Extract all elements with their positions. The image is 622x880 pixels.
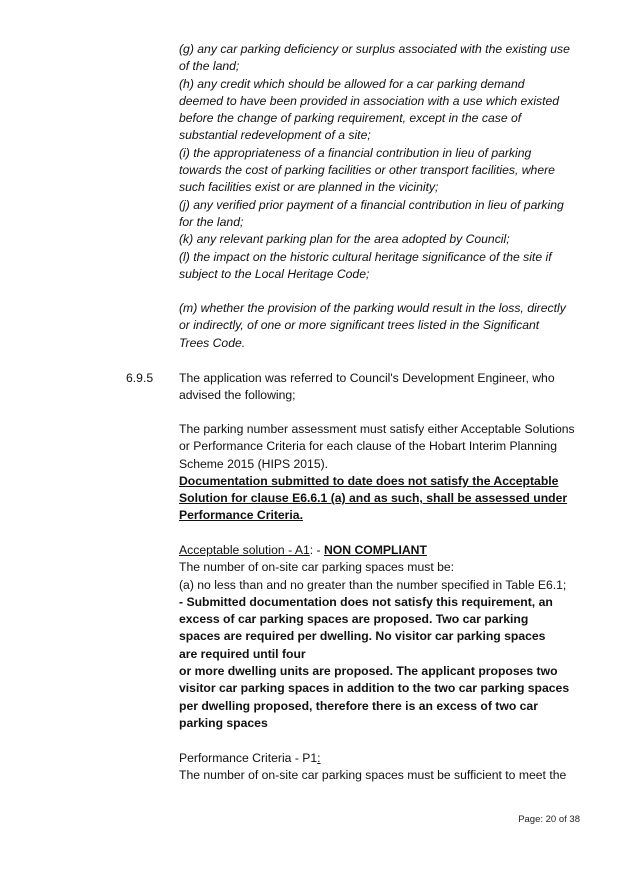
body-line: or Performance Criteria for each clause of the Hobart Interim Planning <box>179 439 557 454</box>
heading-suffix: : <box>317 751 321 765</box>
bold-line: - Submitted documentation does not satisfy this requirement, an <box>179 594 553 609</box>
criteria-line: (j) any verified prior payment of a financial contribution in lieu of parking <box>179 197 564 212</box>
performance-heading-row <box>179 750 599 767</box>
assessment-paragraph <box>179 421 599 525</box>
section-intro <box>179 370 599 405</box>
criteria-line: (h) any credit which should be allowed for a car parking demand <box>179 76 525 91</box>
compliance-status: NON COMPLIANT <box>323 543 427 557</box>
section-number: 6.9.5 <box>126 371 154 385</box>
bold-line: are required until four <box>179 646 306 661</box>
bold-underline-line: Solution for clause E6.6.1 (a) and as such, shall be assessed under <box>179 491 568 506</box>
body-line: The application was referred to Council's Development Engineer, who <box>179 371 555 385</box>
criteria-line: (i) the appropriateness of a financial contribution in lieu of parking <box>179 145 532 160</box>
bold-underline-line: Documentation submitted to date does not satisfy the Acceptable <box>179 473 559 488</box>
bold-line: parking spaces <box>179 715 268 730</box>
criteria-line: subject to the Local Heritage Code; <box>179 266 370 281</box>
acceptable-solution-section <box>179 542 599 732</box>
criteria-line: (l) the impact on the historic cultural heritage significance of the site if <box>179 249 552 264</box>
criteria-line: (k) any relevant parking plan for the area adopted by Council; <box>179 232 510 247</box>
criteria-list <box>179 41 599 283</box>
criteria-line: for the land; <box>179 214 244 229</box>
acceptable-heading-row <box>179 542 599 559</box>
bold-underline-line: Performance Criteria. <box>179 508 303 523</box>
bold-line: excess of car parking spaces are proposed. Two car parking <box>179 612 529 627</box>
body-line: The parking number assessment must satisfy either Acceptable Solutions <box>179 422 575 436</box>
criteria-line: (g) any car parking deficiency or surplus associated with the existing use <box>179 42 570 56</box>
body-line: advised the following; <box>179 388 296 403</box>
body-line: The number of on-site car parking spaces must be: <box>179 560 455 575</box>
bold-line: spaces are required per dwelling. No visitor car parking spaces <box>179 629 546 644</box>
performance-criteria-section <box>179 750 599 785</box>
bold-line: visitor car parking spaces in addition to the two car parking spaces <box>179 681 570 696</box>
body-line: (a) no less than and no greater than the number specified in Table E6.1; <box>179 577 567 592</box>
body-line: Scheme 2015 (HIPS 2015). <box>179 456 329 471</box>
criteria-line: towards the cost of parking facilities or other transport facilities, where <box>179 163 555 178</box>
acceptable-heading: Acceptable solution - A1 <box>179 543 310 557</box>
heading-separator: : - <box>309 543 324 557</box>
criteria-line: deemed to have been provided in association with a use which existed <box>179 93 560 108</box>
criteria-line: Trees Code. <box>179 335 246 350</box>
criteria-line: of the land; <box>179 59 240 74</box>
body-line: The number of on-site car parking spaces must be sufficient to meet the <box>179 768 567 783</box>
performance-heading: Performance Criteria - P1 <box>179 751 318 765</box>
bold-line: per dwelling proposed, therefore there is an excess of two car <box>179 698 538 713</box>
criteria-line: (m) whether the provision of the parking would result in the loss, directly <box>179 301 566 315</box>
criteria-m <box>179 300 599 352</box>
page-number: Page: 20 of 38 <box>518 814 580 825</box>
criteria-line: such facilities exist or are planned in the vicinity; <box>179 180 439 195</box>
criteria-line: before the change of parking requirement, except in the case of <box>179 111 522 126</box>
bold-line: or more dwelling units are proposed. The applicant proposes two <box>179 664 558 679</box>
criteria-line: substantial redevelopment of a site; <box>179 128 371 143</box>
criteria-line: or indirectly, of one or more significant trees listed in the Significant <box>179 318 540 333</box>
